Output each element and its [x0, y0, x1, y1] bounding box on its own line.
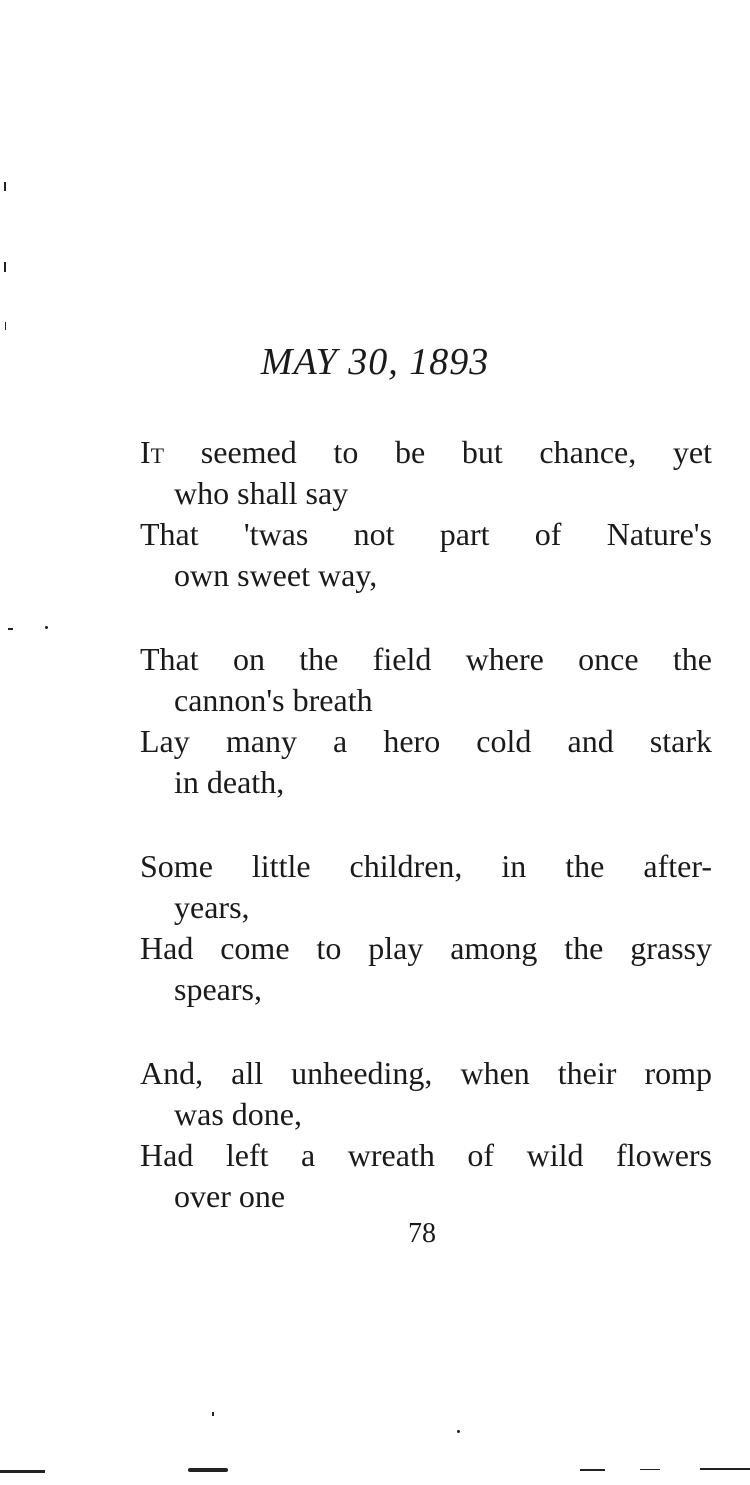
scan-mark [4, 182, 6, 191]
stanza [140, 1053, 712, 1217]
scan-mark [0, 1470, 45, 1473]
poem-line: That 'twas not part of Nature's [140, 516, 712, 552]
stanza [140, 639, 712, 803]
scan-mark [188, 1468, 228, 1472]
stanza [140, 432, 712, 596]
scan-mark [700, 1468, 750, 1470]
poem-line: And, all unheeding, when their romp [140, 1055, 712, 1091]
poem-line: Had left a wreath of wild flowers [140, 1137, 712, 1173]
scan-mark [45, 626, 48, 629]
poem-body [140, 432, 712, 1217]
poem-line-continuation: over one [174, 1178, 286, 1214]
scan-mark [580, 1469, 605, 1471]
poem-line-continuation: who shall say [174, 475, 349, 511]
poem-line [140, 432, 712, 473]
page-number: 78 [408, 1218, 436, 1249]
poem-line-continuation: cannon's breath [174, 682, 373, 718]
stanza [140, 846, 712, 1010]
poem-line-continuation: was done, [174, 1096, 302, 1132]
poem-line: Had come to play among the grassy [140, 930, 712, 966]
poem-line-continuation: spears, [174, 971, 262, 1007]
scan-mark [212, 1412, 214, 1416]
poem-line-continuation: in death, [174, 764, 285, 800]
scan-mark [5, 322, 6, 330]
scan-mark [8, 628, 13, 630]
poem-line-continuation: own sweet way, [174, 557, 378, 593]
poem-line-continuation: years, [174, 889, 250, 925]
poem-line: That on the field where once the [140, 641, 712, 677]
scan-mark [640, 1469, 660, 1470]
drop-word: It [140, 434, 165, 470]
scan-mark [4, 262, 6, 272]
poem-line: Some little children, in the after- [140, 848, 712, 884]
poem-line: Lay many a hero cold and stark [140, 723, 712, 759]
poem-title: MAY 30, 1893 [260, 341, 490, 383]
poem-line-text: seemed to be but chance, yet [200, 434, 713, 470]
scan-mark [457, 1430, 460, 1433]
